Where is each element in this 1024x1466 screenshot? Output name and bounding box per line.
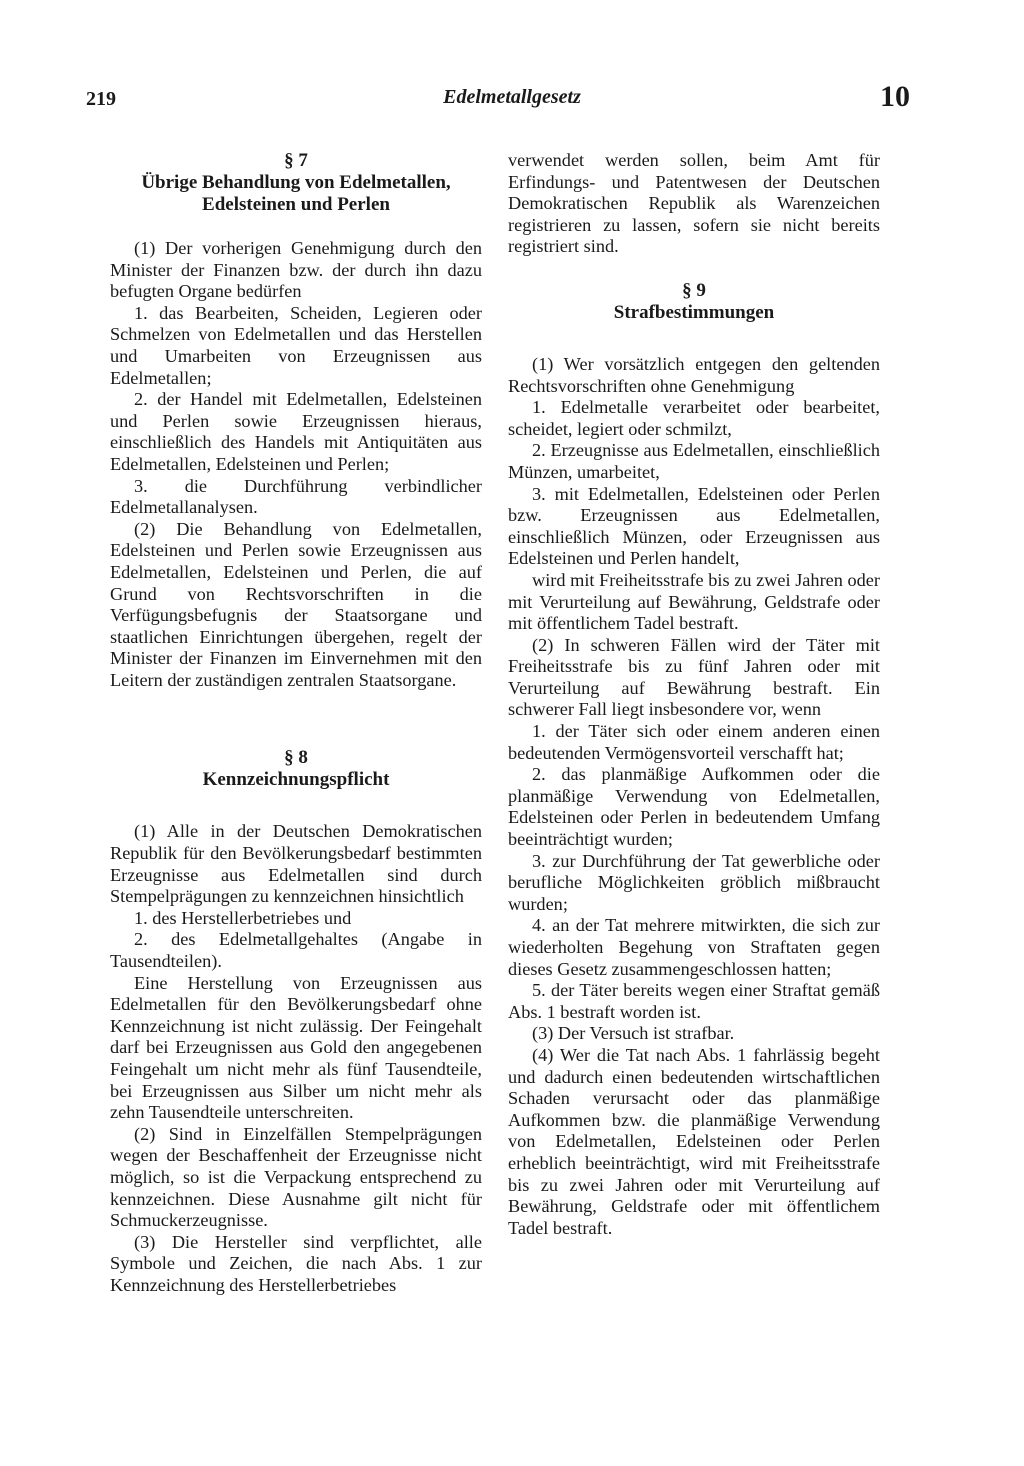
section-7-paragraph-2: (2) Die Behandlung von Edelmetallen, Edelsteinen und Perlen sowie Erzeugnissen aus Edelmetallen, Edelsteinen und Perlen, die auf Grund von Rechtsvorschriften in die Verfügungsbefugnis der Staatsorgane und staatlichen Einrichtungen übergehen, regelt der Minister der Finanzen im Einvernehmen mit den Leitern der zuständigen zentralen Staatsorgane. — [110, 518, 482, 690]
section-8-paragraph-2: (2) Sind in Einzelfällen Stempelprägungen wegen der Beschaffenheit der Erzeugnisse nicht möglich, so ist die Verpackung entsprechend zu kennzeichnen. Diese Ausnahme gilt nicht für Schmuckerzeugnisse. — [110, 1123, 482, 1231]
section-9-paragraph-4: (4) Wer die Tat nach Abs. 1 fahrlässig begeht und dadurch einen bedeutenden wirtschaftlichen Schaden verursacht oder das planmäßige Aufkommen bzw. die planmäßige Verwendung von Edelmetallen, Edelsteinen oder Perlen erheblich beeinträchtigt, wird mit Freiheitsstrafe bis zu zwei Jahren oder mit Verurteilung auf Bewährung, Geldstrafe oder mit öffentlichem Tadel bestraft. — [508, 1044, 880, 1238]
section-7-title-line2: Edelsteinen und Perlen — [202, 194, 390, 215]
section-9-paragraph-3: (3) Der Versuch ist strafbar. — [532, 1023, 735, 1044]
section-8-paragraph-1: (1) Alle in der Deutschen Demokratischen Republik für den Bevölkerungsbedarf bestimmten Erzeugnisse aus Edelmetallen sind durch Stempelprägungen zu kennzeichnen hinsichtlich — [110, 821, 482, 907]
section-7-paragraph-1: (1) Der vorherigen Genehmigung durch den Minister der Finanzen bzw. der durch ihn dazu befugten Organe bedürfen — [110, 238, 482, 302]
section-9-item-1: 1. Edelmetalle verarbeitet oder bearbeitet, scheidet, legiert oder schmilzt, — [508, 397, 880, 439]
right-column — [508, 150, 880, 1239]
section-8-item-2: 2. des Edelmetallgehaltes (Angabe in Tausendteilen). — [110, 929, 482, 972]
section-9-case-2: 2. das planmäßige Aufkommen oder die planmäßige Verwendung von Edelmetallen, Edelsteinen oder Perlen in bedeutendem Umfang beeinträchtigt wurden; — [508, 764, 880, 850]
section-8-paragraph-1-cont: Eine Herstellung von Erzeugnissen aus Edelmetallen für den Bevölkerungsbedarf ohne Kennzeichnung ist nicht zulässig. Der Feingehalt darf bei Erzeugnissen aus Gold den angegebenen Feingehalt um nicht mehr als fünf Tausendteile, bei Erzeugnissen aus Silber um nicht mehr als zehn Tausendteile unterschreiten. — [110, 972, 482, 1123]
section-9-item-3: 3. mit Edelmetallen, Edelsteinen oder Perlen bzw. Erzeugnissen aus Edelmetallen, einschließlich Münzen, oder Erzeugnissen aus Edelsteinen und Perlen handelt, — [508, 483, 880, 569]
section-9-number: § 9 — [682, 279, 706, 301]
section-7-number: § 7 — [284, 150, 308, 171]
section-9-case-1: 1. der Täter sich oder einem anderen einen bedeutenden Vermögensvorteil verschafft hat; — [508, 721, 880, 763]
section-8-number: § 8 — [284, 747, 308, 769]
section-9-paragraph-1-cont: wird mit Freiheitsstrafe bis zu zwei Jahren oder mit Verurteilung auf Bewährung, Geldstrafe oder mit öffentlichem Tadel bestraft. — [508, 569, 880, 634]
section-9-item-2: 2. Erzeugnisse aus Edelmetallen, einschließlich Münzen, umarbeitet, — [508, 440, 880, 482]
page-number: 219 — [86, 88, 116, 110]
section-8-paragraph-3: (3) Die Hersteller sind verpflichtet, alle Symbole und Zeichen, die nach Abs. 1 zur Kennzeichnung des Herstellerbetriebes — [110, 1231, 482, 1295]
section-7-item-2: 2. der Handel mit Edelmetallen, Edelsteinen und Perlen sowie Erzeugnissen hieraus, einschließlich des Handels mit Antiquitäten aus Edelmetallen, Edelsteinen und Perlen; — [110, 389, 482, 474]
section-9-case-3: 3. zur Durchführung der Tat gewerbliche oder berufliche Möglichkeiten gröblich mißbraucht wurden; — [508, 850, 880, 914]
section-7-title-line1: Übrige Behandlung von Edelmetallen, — [141, 172, 451, 193]
section-9-title: Strafbestimmungen — [613, 301, 775, 323]
section-9-case-4: 4. an der Tat mehrere mitwirkten, die sich zur wiederholten Begehung von Straftaten gegen dieses Gesetz zusammengeschlossen hatten; — [508, 915, 880, 979]
section-8-continuation: verwendet werden sollen, beim Amt für Erfindungs- und Patentwesen der Deutschen Demokratischen Republik als Warenzeichen registrieren zu lassen, sofern sie nicht bereits registriert sind. — [508, 150, 880, 257]
section-9-case-5: 5. der Täter bereits wegen einer Straftat gemäß Abs. 1 bestraft worden ist. — [508, 980, 880, 1022]
section-7-item-3: 3. die Durchführung verbindlicher Edelmetallanalysen. — [110, 475, 482, 518]
law-number: 10 — [880, 80, 910, 113]
section-9-paragraph-1: (1) Wer vorsätzlich entgegen den geltenden Rechtsvorschriften ohne Genehmigung — [508, 353, 880, 396]
left-column — [110, 150, 482, 1297]
section-8-item-1: 1. des Herstellerbetriebes und — [134, 907, 352, 928]
section-9-paragraph-2: (2) In schweren Fällen wird der Täter mit Freiheitsstrafe bis zu fünf Jahren oder mit Verurteilung auf Bewährung bestraft. Ein schwerer Fall liegt insbesondere vor, wenn — [508, 634, 880, 720]
section-8-title: Kennzeichnungspflicht — [202, 769, 390, 791]
running-title: Edelmetallgesetz — [443, 86, 581, 108]
section-7-item-1: 1. das Bearbeiten, Scheiden, Legieren oder Schmelzen von Edelmetallen und das Herstellen und Umarbeiten von Erzeugnissen aus Edelmetallen; — [110, 302, 482, 388]
